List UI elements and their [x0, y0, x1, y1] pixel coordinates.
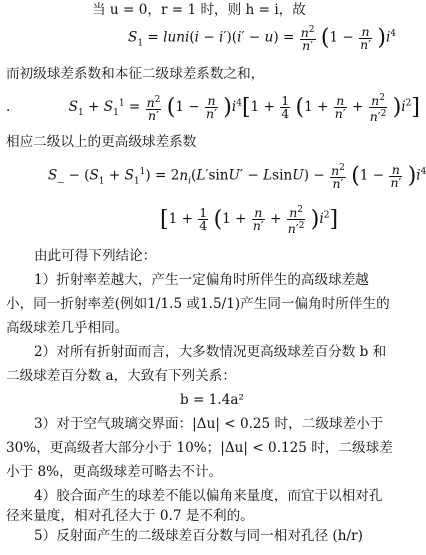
conclusion-intro: 由此可得下列结论： [34, 248, 157, 264]
p4-line2: 径来量度，相对孔径大于 0.7 是不利的。 [6, 508, 254, 524]
p2-formula: b = 1.4a² [180, 392, 244, 408]
p3-line1: 3）对于空气玻璃交界面：|Δu| < 0.25 时，二级球差小于 [34, 416, 384, 432]
intro-line: 当 u = 0，r = 1 时，则 h = i，故 [92, 2, 306, 18]
p1-line3: 高级球差几乎相同。 [6, 320, 129, 336]
p3-line2: 30%，更高级者大部分小于 10%；|Δu| < 0.125 时，二级球差 [6, 440, 393, 456]
p2-line2: 二级球差百分数 a，大致有下列关系： [6, 368, 236, 384]
formula-higher-line2: [1 + $\frac{1}{4}$ (1 + $\frac{n}{n'}$ + $\frac{n^2}{n'^2}$ )$i^2$] [160, 205, 339, 237]
sum-intro: 而初级球差系数和本征二级球差系数之和， [6, 66, 265, 82]
formula-s1: $S_1$ = luni(i − i′)(i′ − u) = $\frac{n^2}{n'}$ (1 − $\frac{n}{n'}$ )$i^4$ [128, 23, 397, 54]
higher-intro: 相应二级以上的更高级球差系数 [6, 134, 197, 150]
p2-line1: 2）对所有折射面而言，大多数情况更高级球差百分数 b 和 [34, 344, 387, 360]
p1-line2: 小，同一折射率差(例如1/1.5 或1.5/1)产生同一偏角时所伴生的 [6, 296, 390, 312]
p5-line1: 5）反射面产生的二级球差百分数与同一相对孔径 (h/r) [34, 528, 363, 544]
p4-line1: 4）胶合面产生的球差不能以偏角来量度，而宜于以相对孔 [34, 488, 383, 504]
p3-line3: 小于 8%，更高级球差可略去不计。 [6, 464, 223, 480]
formula-s1-sum: . $S_1 + S_1^1$ = $\frac{n^2}{n'}$ (1 − $\frac{n}{n'}$ )$i^4[1$ + $\frac{1}{4}$ (1 + $\frac{n}{n'}$ + $\frac{n^2}{n'^2}$ )$i^2$] [6, 93, 420, 125]
p1-line1: 1）折射率差越大，产生一定偏角时所伴生的高级球差越 [34, 272, 369, 288]
formula-higher-line1: S_ − $(S_1 + S_1^1) = 2n_i(L'\sin U' - LsinU)$ − $\frac{n^2}{n'}$ (1 − $\frac{n}{n'}$ )$i^4$ [48, 161, 426, 192]
